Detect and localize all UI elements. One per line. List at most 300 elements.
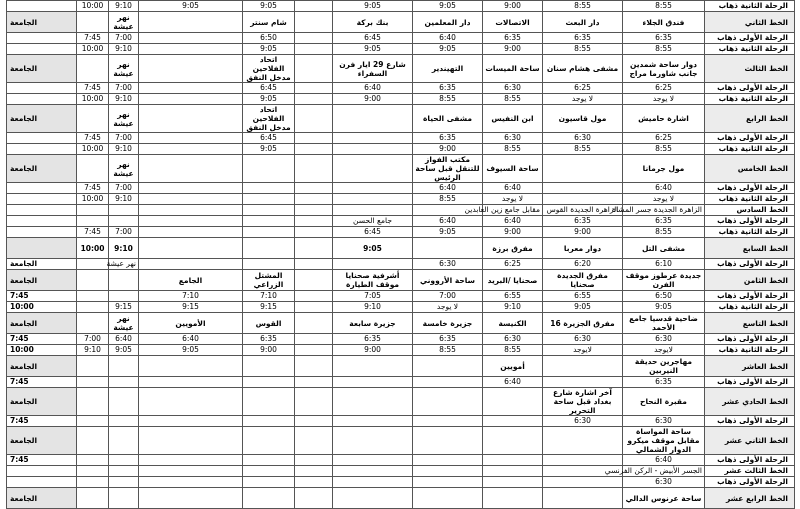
line-name-cell: الخط السابع xyxy=(705,238,795,259)
stop-cell: 10:00 xyxy=(77,194,109,205)
stop-cell xyxy=(295,12,333,33)
trip-label-cell: الرحلة الأولى ذهاب xyxy=(705,216,795,227)
destination-cell: الجامعة xyxy=(7,356,77,377)
stop-cell: 10:00 xyxy=(77,238,109,259)
stop-cell: الزاهرة الجديدة جسر المشاة xyxy=(623,205,705,216)
stop-cell xyxy=(413,488,483,509)
stop-cell xyxy=(139,12,243,33)
stop-cell xyxy=(243,183,295,194)
stop-cell: الجامع xyxy=(139,270,243,291)
trip-row xyxy=(7,1,795,12)
stop-cell: 6:35 xyxy=(243,334,295,345)
trip-row xyxy=(7,291,795,302)
stop-cell xyxy=(295,194,333,205)
stop-cell: لا يوجد xyxy=(413,302,483,313)
stop-cell xyxy=(295,488,333,509)
stop-cell xyxy=(243,238,295,259)
stop-cell: 7:10 xyxy=(139,291,243,302)
stop-cell: 9:05 xyxy=(139,345,243,356)
stop-cell: 9:05 xyxy=(413,1,483,12)
stop-cell xyxy=(139,94,243,105)
stop-cell: نهر عيشة xyxy=(109,105,139,133)
stop-cell xyxy=(77,105,109,133)
stop-cell: ساحة السيوف xyxy=(483,155,543,183)
trip-row xyxy=(7,259,795,270)
stop-cell xyxy=(295,302,333,313)
stop-cell: 9:05 xyxy=(543,302,623,313)
line-name-cell: الخط العاشر xyxy=(705,356,795,377)
stop-cell: جزيرة سابعة xyxy=(333,313,413,334)
trip-row xyxy=(7,455,795,466)
stop-cell: بنك بركة xyxy=(333,12,413,33)
stop-cell: الجسر الأبيض - الركن الفرنسي xyxy=(623,466,705,477)
stop-cell xyxy=(139,488,243,509)
stop-cell xyxy=(109,416,139,427)
destination-cell: الجامعة xyxy=(7,259,77,270)
stop-cell xyxy=(295,216,333,227)
stop-cell xyxy=(543,183,623,194)
stop-cell xyxy=(139,105,243,133)
stop-cell: 9:00 xyxy=(483,44,543,55)
stop-cell xyxy=(139,144,243,155)
stop-cell xyxy=(333,144,413,155)
stop-cell: 9:00 xyxy=(543,227,623,238)
stop-cell: 6:40 xyxy=(139,334,243,345)
stop-cell: 6:35 xyxy=(413,133,483,144)
line-header-row xyxy=(7,488,795,509)
stop-cell xyxy=(243,216,295,227)
stop-cell xyxy=(543,477,623,488)
stop-cell xyxy=(109,427,139,455)
stop-cell xyxy=(109,488,139,509)
stop-cell: 6:40 xyxy=(483,377,543,388)
stop-cell xyxy=(109,291,139,302)
stop-cell: 6:35 xyxy=(543,216,623,227)
stop-cell: لا يوجد xyxy=(623,194,705,205)
stop-cell: 8:55 xyxy=(623,144,705,155)
stop-cell xyxy=(295,388,333,416)
stop-cell: نهر عيشة xyxy=(109,259,139,270)
stop-cell xyxy=(295,291,333,302)
trip-label-cell: الرحلة الثانية ذهاب xyxy=(705,194,795,205)
stop-cell: 8:55 xyxy=(543,1,623,12)
stop-cell: 9:10 xyxy=(483,302,543,313)
stop-cell xyxy=(139,356,243,377)
trip-row xyxy=(7,133,795,144)
stop-cell xyxy=(139,194,243,205)
stop-cell: المشتل الزراعي xyxy=(243,270,295,291)
destination-cell: الجامعة xyxy=(7,427,77,455)
stop-cell xyxy=(139,477,243,488)
stop-cell xyxy=(295,155,333,183)
stop-cell: ابن النفيس xyxy=(483,105,543,133)
stop-cell: 10:00 xyxy=(77,144,109,155)
stop-cell: 6:25 xyxy=(623,83,705,94)
destination-cell: 7:45 xyxy=(7,291,77,302)
stop-cell: 7:00 xyxy=(413,291,483,302)
trip-row xyxy=(7,83,795,94)
stop-cell xyxy=(333,194,413,205)
stop-cell: نهر عيشة xyxy=(109,12,139,33)
stop-cell: ساحة المواساة مقابل موقف ميكرو الدوار الشمالي xyxy=(623,427,705,455)
destination-cell xyxy=(7,477,77,488)
stop-cell xyxy=(139,183,243,194)
stop-cell xyxy=(243,455,295,466)
stop-cell: الأمويين xyxy=(139,313,243,334)
stop-cell xyxy=(243,477,295,488)
stop-cell xyxy=(77,216,109,227)
stop-cell xyxy=(333,388,413,416)
stop-cell: 6:40 xyxy=(483,183,543,194)
stop-cell: 8:55 xyxy=(483,345,543,356)
stop-cell: 7:45 xyxy=(77,83,109,94)
stop-cell: لايوجد xyxy=(543,345,623,356)
trip-label-cell: الخط الثالث عشر xyxy=(705,466,795,477)
stop-cell: 6:30 xyxy=(483,133,543,144)
stop-cell: 8:55 xyxy=(543,144,623,155)
stop-cell xyxy=(543,455,623,466)
stop-cell xyxy=(295,1,333,12)
stop-cell: 6:30 xyxy=(623,416,705,427)
stop-cell: 6:55 xyxy=(543,291,623,302)
stop-cell: أشرفية صحنايا موقف الطيارة xyxy=(333,270,413,291)
stop-cell: 9:05 xyxy=(333,44,413,55)
stop-cell: لايوجد xyxy=(623,345,705,356)
trip-row xyxy=(7,144,795,155)
destination-cell: 7:45 xyxy=(7,416,77,427)
stop-cell xyxy=(543,427,623,455)
destination-cell: الجامعة xyxy=(7,270,77,291)
stop-cell: 7:00 xyxy=(109,227,139,238)
stop-cell: 9:10 xyxy=(109,1,139,12)
stop-cell xyxy=(333,155,413,183)
stop-cell: 6:30 xyxy=(413,259,483,270)
trip-row xyxy=(7,377,795,388)
stop-cell: 9:10 xyxy=(333,302,413,313)
stop-cell xyxy=(243,194,295,205)
stop-cell: جزيرة خامسة xyxy=(413,313,483,334)
trip-label-cell: الرحلة الثانية ذهاب xyxy=(705,44,795,55)
trip-label-cell: الرحلة الأولى ذهاب xyxy=(705,133,795,144)
stop-cell xyxy=(109,466,139,477)
line-header-row xyxy=(7,12,795,33)
stop-cell xyxy=(243,488,295,509)
stop-cell: 8:55 xyxy=(623,1,705,12)
stop-cell xyxy=(109,216,139,227)
stop-cell xyxy=(139,155,243,183)
stop-cell: 9:00 xyxy=(483,1,543,12)
stop-cell xyxy=(483,477,543,488)
stop-cell: الكنيسة xyxy=(483,313,543,334)
trip-row xyxy=(7,334,795,345)
stop-cell: دار البعث xyxy=(543,12,623,33)
line-name-cell: الخط الثاني xyxy=(705,12,795,33)
stop-cell xyxy=(139,455,243,466)
stop-cell: 6:35 xyxy=(413,83,483,94)
destination-cell: الجامعة xyxy=(7,313,77,334)
stop-cell xyxy=(413,388,483,416)
stop-cell: 6:45 xyxy=(243,83,295,94)
stop-cell xyxy=(139,205,243,216)
trip-label-cell: الرحلة الثانية ذهاب xyxy=(705,302,795,313)
stop-cell xyxy=(295,83,333,94)
stop-cell: 6:25 xyxy=(623,133,705,144)
stop-cell xyxy=(333,455,413,466)
stop-cell xyxy=(295,270,333,291)
destination-cell: الجامعة xyxy=(7,488,77,509)
destination-cell xyxy=(7,205,77,216)
stop-cell xyxy=(295,238,333,259)
trip-label-cell: الخط السادس xyxy=(705,205,795,216)
stop-cell: دوار ساحة شمدين جانب شاورما مراج xyxy=(623,55,705,83)
stop-cell xyxy=(483,416,543,427)
destination-cell xyxy=(7,1,77,12)
stop-cell xyxy=(77,466,109,477)
stop-cell: 7:05 xyxy=(333,291,413,302)
stop-cell: 9:00 xyxy=(333,345,413,356)
stop-cell xyxy=(413,466,483,477)
stop-cell xyxy=(483,466,543,477)
line-header-row xyxy=(7,270,795,291)
stop-cell xyxy=(243,227,295,238)
trip-label-cell: الرحلة الأولى ذهاب xyxy=(705,455,795,466)
destination-cell: الجامعة xyxy=(7,388,77,416)
destination-cell: 7:45 xyxy=(7,377,77,388)
stop-cell xyxy=(295,416,333,427)
stop-cell xyxy=(77,55,109,83)
stop-cell xyxy=(295,33,333,44)
stop-cell xyxy=(139,83,243,94)
stop-cell: 6:20 xyxy=(543,259,623,270)
destination-cell xyxy=(7,44,77,55)
stop-cell xyxy=(77,416,109,427)
stop-cell: 6:35 xyxy=(483,33,543,44)
destination-cell xyxy=(7,94,77,105)
stop-cell xyxy=(243,377,295,388)
destination-cell: 7:45 xyxy=(7,455,77,466)
stop-cell: الزاهرة الجديدة القوس xyxy=(543,205,623,216)
stop-cell xyxy=(139,427,243,455)
stop-cell xyxy=(333,105,413,133)
stop-cell: 9:05 xyxy=(243,1,295,12)
stop-cell xyxy=(333,259,413,270)
stop-cell: 6:40 xyxy=(623,455,705,466)
stop-cell xyxy=(543,488,623,509)
stop-cell xyxy=(333,466,413,477)
stop-cell: مهاجرين حديقة النيربين xyxy=(623,356,705,377)
trip-row xyxy=(7,205,795,216)
stop-cell xyxy=(413,477,483,488)
stop-cell: مشفى التل xyxy=(623,238,705,259)
stop-cell: 9:10 xyxy=(109,44,139,55)
stop-cell: 6:55 xyxy=(483,291,543,302)
trip-row xyxy=(7,466,795,477)
stop-cell: اتحاد الفلاحين مدخل النفق xyxy=(243,105,295,133)
stop-cell: 8:55 xyxy=(623,227,705,238)
stop-cell xyxy=(139,416,243,427)
destination-cell: 10:00 xyxy=(7,302,77,313)
stop-cell: 6:50 xyxy=(243,33,295,44)
stop-cell xyxy=(109,356,139,377)
trip-label-cell: الرحلة الأولى ذهاب xyxy=(705,33,795,44)
stop-cell: 9:05 xyxy=(139,1,243,12)
stop-cell: مقابل جامع زين العابدين xyxy=(483,205,543,216)
stop-cell xyxy=(483,427,543,455)
stop-cell: مكتب الفواز للتنقل قبل ساحة الرئيس xyxy=(413,155,483,183)
stop-cell xyxy=(295,183,333,194)
stop-cell: 7:10 xyxy=(243,291,295,302)
trip-label-cell: الرحلة الأولى ذهاب xyxy=(705,377,795,388)
stop-cell xyxy=(139,216,243,227)
stop-cell xyxy=(483,388,543,416)
stop-cell: ساحة الميسات xyxy=(483,55,543,83)
stop-cell: مول جرمانا xyxy=(623,155,705,183)
stop-cell: 6:35 xyxy=(623,216,705,227)
stop-cell xyxy=(413,427,483,455)
stop-cell: ساحة عرنوس الدالي xyxy=(623,488,705,509)
stop-cell: مقبرة النحاح xyxy=(623,388,705,416)
stop-cell: التهيندير xyxy=(413,55,483,83)
stop-cell: مفرق الجزيرة 16 xyxy=(543,313,623,334)
line-header-row xyxy=(7,155,795,183)
destination-cell: الجامعة xyxy=(7,155,77,183)
destination-cell xyxy=(7,466,77,477)
stop-cell: 9:10 xyxy=(77,345,109,356)
line-name-cell: الخط الرابع xyxy=(705,105,795,133)
stop-cell xyxy=(295,133,333,144)
stop-cell: 6:35 xyxy=(413,334,483,345)
stop-cell: 9:00 xyxy=(333,94,413,105)
stop-cell xyxy=(139,388,243,416)
trip-label-cell: الرحلة الأولى ذهاب xyxy=(705,334,795,345)
stop-cell: 9:00 xyxy=(413,144,483,155)
trip-row xyxy=(7,183,795,194)
stop-cell xyxy=(77,455,109,466)
trip-label-cell: الرحلة الأولى ذهاب xyxy=(705,83,795,94)
destination-cell: 10:00 xyxy=(7,345,77,356)
stop-cell: 8:55 xyxy=(413,94,483,105)
stop-cell: 9:10 xyxy=(109,94,139,105)
line-header-row xyxy=(7,356,795,377)
stop-cell xyxy=(333,356,413,377)
stop-cell xyxy=(77,356,109,377)
stop-cell: 9:15 xyxy=(243,302,295,313)
stop-cell xyxy=(295,205,333,216)
stop-cell: 9:00 xyxy=(243,345,295,356)
stop-cell xyxy=(139,133,243,144)
stop-cell: لا يوجد xyxy=(483,194,543,205)
trip-label-cell: الرحلة الأولى ذهاب xyxy=(705,477,795,488)
stop-cell: 6:30 xyxy=(543,334,623,345)
stop-cell: 7:45 xyxy=(77,183,109,194)
stop-cell: 6:25 xyxy=(543,83,623,94)
stop-cell xyxy=(77,477,109,488)
trip-label-cell: الرحلة الأولى ذهاب xyxy=(705,291,795,302)
stop-cell: 6:40 xyxy=(413,183,483,194)
trip-row xyxy=(7,94,795,105)
stop-cell xyxy=(77,205,109,216)
stop-cell xyxy=(77,155,109,183)
stop-cell xyxy=(483,488,543,509)
destination-cell xyxy=(7,194,77,205)
line-name-cell: الخط التاسع xyxy=(705,313,795,334)
stop-cell: 10:00 xyxy=(77,94,109,105)
stop-cell xyxy=(295,313,333,334)
stop-cell: آخر اشارة شارع بغداد قبل ساحة التحرير xyxy=(543,388,623,416)
stop-cell xyxy=(333,477,413,488)
line-header-row xyxy=(7,313,795,334)
stop-cell: جامع الحسن xyxy=(333,216,413,227)
stop-cell: أمويين xyxy=(483,356,543,377)
stop-cell xyxy=(77,12,109,33)
stop-cell xyxy=(243,466,295,477)
stop-cell: مول قاسيون xyxy=(543,105,623,133)
destination-cell: الجامعة xyxy=(7,12,77,33)
stop-cell xyxy=(139,466,243,477)
stop-cell: 6:50 xyxy=(623,291,705,302)
stop-cell: 7:00 xyxy=(109,183,139,194)
stop-cell xyxy=(413,416,483,427)
stop-cell: نهر عيشة xyxy=(109,313,139,334)
stop-cell xyxy=(295,427,333,455)
stop-cell: لا يوجد xyxy=(623,94,705,105)
stop-cell xyxy=(295,455,333,466)
stop-cell: 9:05 xyxy=(333,1,413,12)
trip-label-cell: الرحلة الثانية ذهاب xyxy=(705,1,795,12)
stop-cell: دوار معربا xyxy=(543,238,623,259)
stop-cell: مشفى الحياة xyxy=(413,105,483,133)
stop-cell: 8:55 xyxy=(413,194,483,205)
stop-cell: 6:40 xyxy=(109,334,139,345)
stop-cell: 7:45 xyxy=(77,227,109,238)
stop-cell: 6:40 xyxy=(623,183,705,194)
stop-cell: 6:25 xyxy=(483,259,543,270)
stop-cell xyxy=(333,377,413,388)
stop-cell xyxy=(333,205,413,216)
stop-cell: 6:45 xyxy=(243,133,295,144)
stop-cell xyxy=(109,477,139,488)
stop-cell: نهر عيشة xyxy=(109,55,139,83)
stop-cell xyxy=(109,205,139,216)
stop-cell: 6:35 xyxy=(623,377,705,388)
stop-cell xyxy=(77,313,109,334)
stop-cell xyxy=(77,291,109,302)
stop-cell xyxy=(295,259,333,270)
stop-cell: 6:45 xyxy=(333,227,413,238)
stop-cell xyxy=(139,227,243,238)
stop-cell xyxy=(333,416,413,427)
stop-cell: 8:55 xyxy=(483,94,543,105)
stop-cell: 6:40 xyxy=(413,216,483,227)
stop-cell xyxy=(295,345,333,356)
trip-row xyxy=(7,33,795,44)
stop-cell xyxy=(139,238,243,259)
line-header-row xyxy=(7,55,795,83)
stop-cell: اشارة حاميش xyxy=(623,105,705,133)
destination-cell xyxy=(7,144,77,155)
stop-cell: 6:45 xyxy=(333,33,413,44)
stop-cell: 8:55 xyxy=(413,345,483,356)
stop-cell: 9:05 xyxy=(243,144,295,155)
stop-cell: ضاحية قدسيا جامع الأحمد xyxy=(623,313,705,334)
stop-cell: شارع 29 ايار فرن السفراء xyxy=(333,55,413,83)
stop-cell xyxy=(243,356,295,377)
stop-cell xyxy=(295,55,333,83)
stop-cell xyxy=(295,334,333,345)
stop-cell xyxy=(243,155,295,183)
stop-cell xyxy=(333,133,413,144)
stop-cell xyxy=(295,144,333,155)
